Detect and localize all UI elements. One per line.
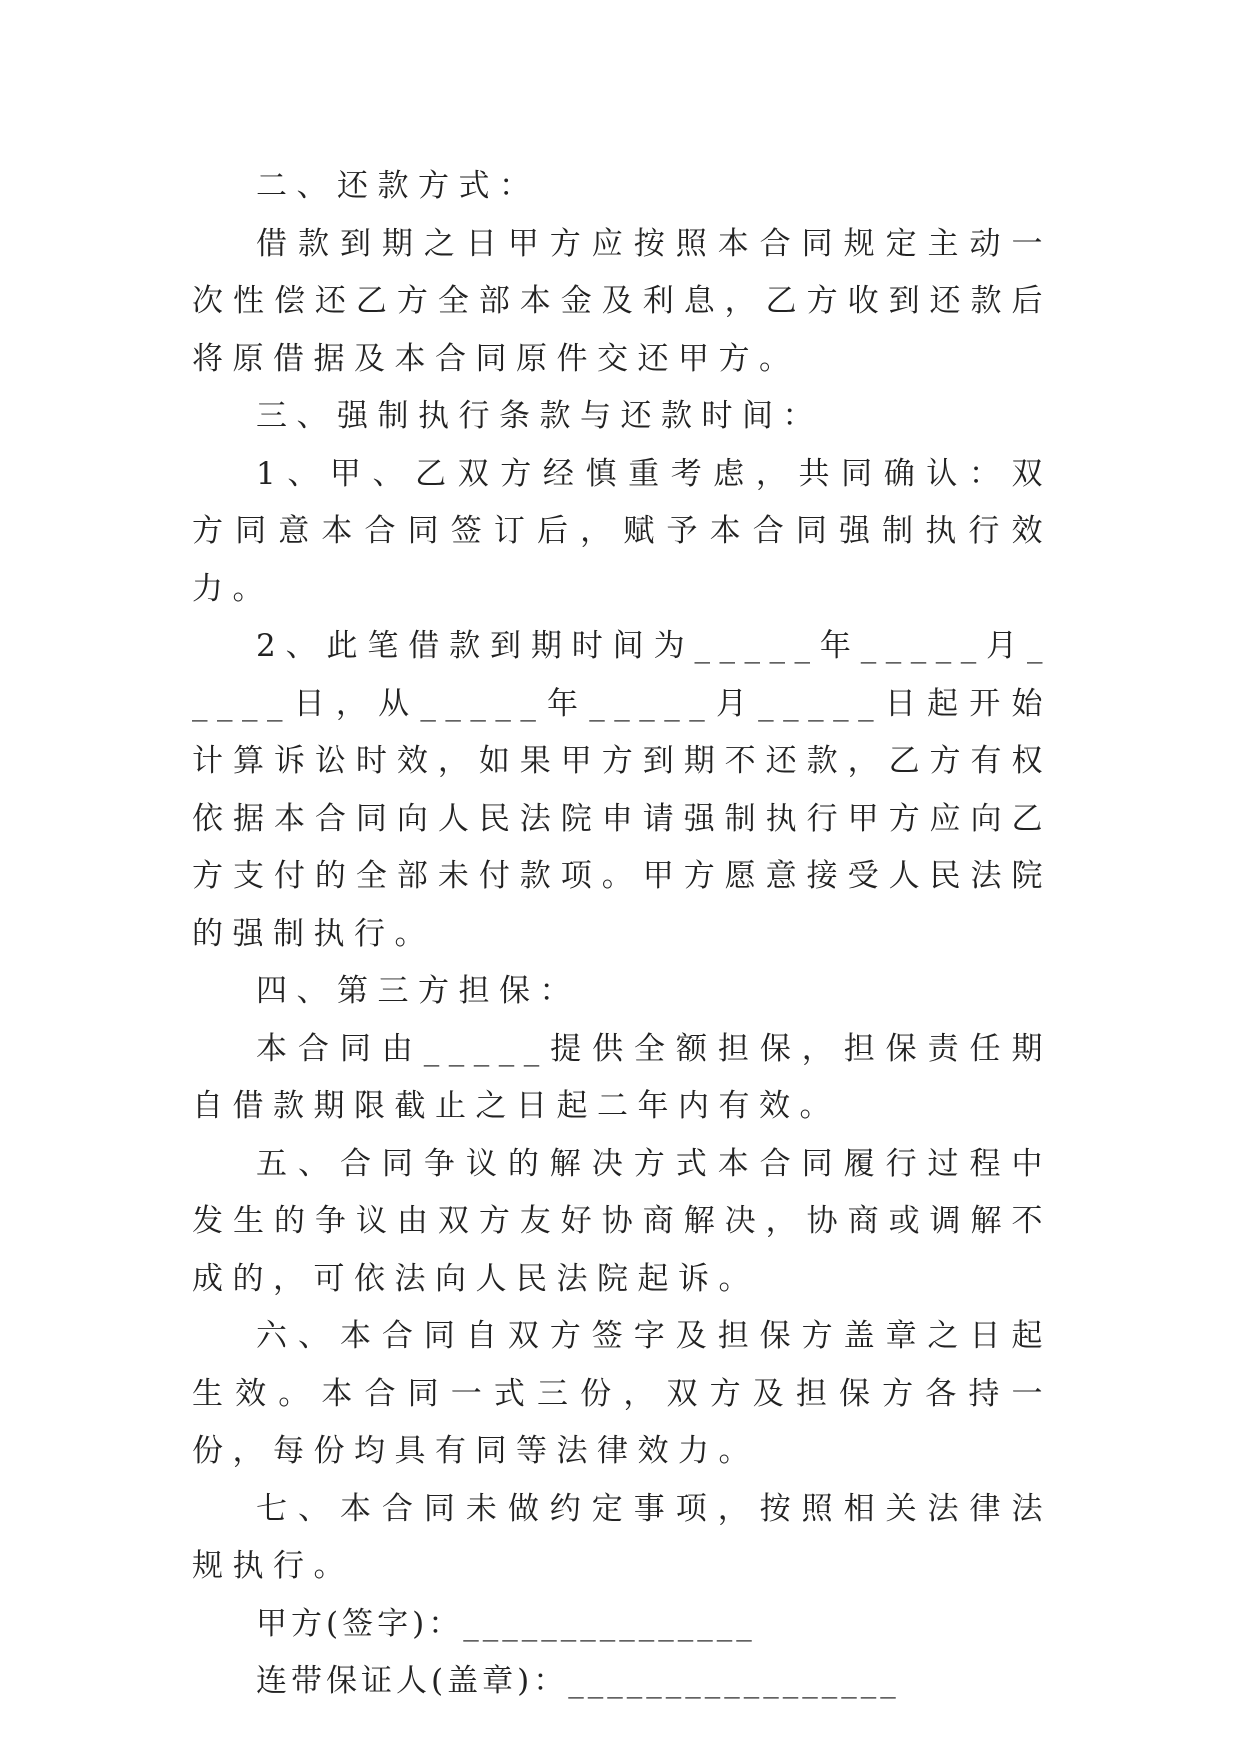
section-7-body: 七、本合同未做约定事项，按照相关法律法规执行。	[192, 1490, 1052, 1584]
document-page	[192, 158, 1052, 1711]
section-4-heading: 四、第三方担保：	[256, 973, 580, 1009]
section-2-heading: 二、还款方式：	[256, 168, 540, 204]
section-3-heading: 三、强制执行条款与还款时间：	[256, 398, 823, 434]
section-4-body: 本合同由_____提供全额担保，担保责任期自借款期限截止之日起二年内有效。	[192, 1030, 1052, 1124]
section-3-item-2: 2、此笔借款到期时间为_____年_____月_____日，从_____年_____月_____日起开始计算诉讼时效，如果甲方到期不还款，乙方有权依据本合同向人民法院申请强制执行甲方应向乙方支付的全部未付款项。甲方愿意接受人民法院的强制执行。	[192, 628, 1052, 952]
party-a-signature-line: 甲方(签字)：_______________	[256, 1605, 756, 1642]
section-6-body: 六、本合同自双方签字及担保方盖章之日起生效。本合同一式三份，双方及担保方各持一份，每份均具有同等法律效力。	[192, 1318, 1052, 1469]
guarantor-seal-line: 连带保证人(盖章)：_________________	[256, 1663, 900, 1699]
section-2-body: 借款到期之日甲方应按照本合同规定主动一次性偿还乙方全部本金及利息，乙方收到还款后将原借据及本合同原件交还甲方。	[192, 225, 1052, 377]
section-3-item-1: 1、甲、乙双方经慎重考虑，共同确认：双方同意本合同签订后，赋予本合同强制执行效力。	[192, 455, 1052, 607]
section-5-body: 五、合同争议的解决方式本合同履行过程中发生的争议由双方友好协商解决，协商或调解不成的，可依法向人民法院起诉。	[192, 1145, 1052, 1297]
